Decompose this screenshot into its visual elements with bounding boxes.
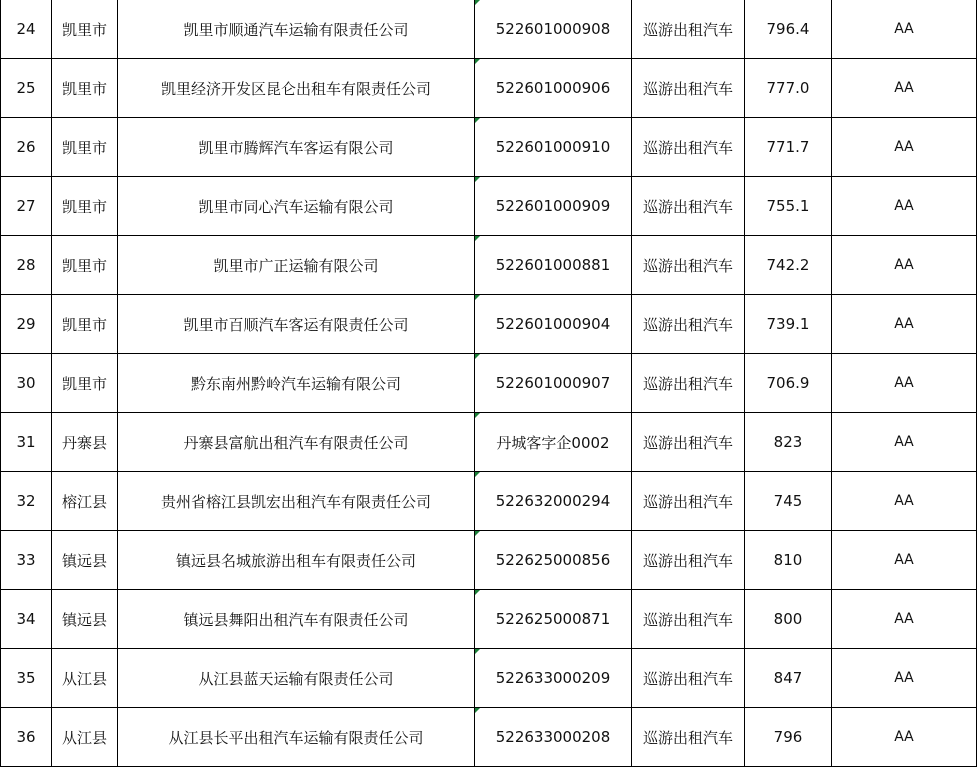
- score-cell: 755.1: [745, 177, 832, 236]
- region-cell: 从江县: [52, 649, 118, 708]
- table-row: [1, 354, 977, 413]
- region-cell: 凯里市: [52, 0, 118, 59]
- table-row: [1, 118, 977, 177]
- license-code-cell: 522601000910: [475, 118, 632, 177]
- score-cell: 777.0: [745, 59, 832, 118]
- license-code-cell: 522601000907: [475, 354, 632, 413]
- business-type-cell: 巡游出租汽车: [632, 472, 745, 531]
- license-code-cell: 522601000904: [475, 295, 632, 354]
- region-cell: 凯里市: [52, 177, 118, 236]
- table-row: [1, 590, 977, 649]
- row-number-cell: 25: [1, 59, 52, 118]
- license-code-cell: 522601000908: [475, 0, 632, 59]
- table-row: [1, 295, 977, 354]
- license-code-cell: 522625000871: [475, 590, 632, 649]
- grade-cell: AA: [832, 531, 977, 590]
- grade-cell: AA: [832, 354, 977, 413]
- table-row: [1, 531, 977, 590]
- company-name-cell: 丹寨县富航出租汽车有限责任公司: [118, 413, 475, 472]
- grade-cell: AA: [832, 590, 977, 649]
- table-row: [1, 59, 977, 118]
- company-name-cell: 从江县长平出租汽车运输有限责任公司: [118, 708, 475, 767]
- region-cell: 凯里市: [52, 354, 118, 413]
- row-number-cell: 35: [1, 649, 52, 708]
- score-cell: 847: [745, 649, 832, 708]
- table-row: [1, 177, 977, 236]
- score-cell: 742.2: [745, 236, 832, 295]
- score-cell: 771.7: [745, 118, 832, 177]
- business-type-cell: 巡游出租汽车: [632, 177, 745, 236]
- score-cell: 800: [745, 590, 832, 649]
- row-number-cell: 26: [1, 118, 52, 177]
- table-row: [1, 0, 977, 59]
- license-code-cell: 522633000209: [475, 649, 632, 708]
- license-code-cell: 522601000909: [475, 177, 632, 236]
- table-row: [1, 472, 977, 531]
- business-type-cell: 巡游出租汽车: [632, 0, 745, 59]
- region-cell: 凯里市: [52, 59, 118, 118]
- business-type-cell: 巡游出租汽车: [632, 118, 745, 177]
- grade-cell: AA: [832, 472, 977, 531]
- score-cell: 706.9: [745, 354, 832, 413]
- region-cell: 丹寨县: [52, 413, 118, 472]
- table-row: [1, 413, 977, 472]
- table-body: [1, 0, 977, 767]
- grade-cell: AA: [832, 295, 977, 354]
- business-type-cell: 巡游出租汽车: [632, 649, 745, 708]
- score-cell: 823: [745, 413, 832, 472]
- grade-cell: AA: [832, 708, 977, 767]
- business-type-cell: 巡游出租汽车: [632, 590, 745, 649]
- grade-cell: AA: [832, 59, 977, 118]
- region-cell: 凯里市: [52, 236, 118, 295]
- grade-cell: AA: [832, 413, 977, 472]
- region-cell: 榕江县: [52, 472, 118, 531]
- company-name-cell: 凯里市广正运输有限公司: [118, 236, 475, 295]
- row-number-cell: 34: [1, 590, 52, 649]
- region-cell: 凯里市: [52, 295, 118, 354]
- license-code-cell: 丹城客字企0002: [475, 413, 632, 472]
- company-name-cell: 镇远县名城旅游出租车有限责任公司: [118, 531, 475, 590]
- region-cell: 从江县: [52, 708, 118, 767]
- table-row: [1, 649, 977, 708]
- score-cell: 739.1: [745, 295, 832, 354]
- row-number-cell: 27: [1, 177, 52, 236]
- license-code-cell: 522625000856: [475, 531, 632, 590]
- company-name-cell: 凯里市腾辉汽车客运有限公司: [118, 118, 475, 177]
- license-code-cell: 522633000208: [475, 708, 632, 767]
- company-name-cell: 凯里市同心汽车运输有限公司: [118, 177, 475, 236]
- business-type-cell: 巡游出租汽车: [632, 708, 745, 767]
- company-name-cell: 贵州省榕江县凯宏出租汽车有限责任公司: [118, 472, 475, 531]
- company-name-cell: 凯里市顺通汽车运输有限责任公司: [118, 0, 475, 59]
- region-cell: 镇远县: [52, 531, 118, 590]
- score-cell: 796.4: [745, 0, 832, 59]
- row-number-cell: 36: [1, 708, 52, 767]
- company-name-cell: 凯里市百顺汽车客运有限责任公司: [118, 295, 475, 354]
- score-cell: 745: [745, 472, 832, 531]
- license-code-cell: 522601000881: [475, 236, 632, 295]
- region-cell: 镇远县: [52, 590, 118, 649]
- table-row: [1, 236, 977, 295]
- row-number-cell: 29: [1, 295, 52, 354]
- business-type-cell: 巡游出租汽车: [632, 59, 745, 118]
- row-number-cell: 32: [1, 472, 52, 531]
- license-code-cell: 522601000906: [475, 59, 632, 118]
- company-name-cell: 镇远县舞阳出租汽车有限责任公司: [118, 590, 475, 649]
- business-type-cell: 巡游出租汽车: [632, 354, 745, 413]
- company-name-cell: 黔东南州黔岭汽车运输有限公司: [118, 354, 475, 413]
- grade-cell: AA: [832, 0, 977, 59]
- table-row: [1, 708, 977, 767]
- grade-cell: AA: [832, 236, 977, 295]
- row-number-cell: 30: [1, 354, 52, 413]
- row-number-cell: 28: [1, 236, 52, 295]
- company-name-cell: 从江县蓝天运输有限责任公司: [118, 649, 475, 708]
- business-type-cell: 巡游出租汽车: [632, 413, 745, 472]
- business-type-cell: 巡游出租汽车: [632, 295, 745, 354]
- region-cell: 凯里市: [52, 118, 118, 177]
- score-cell: 796: [745, 708, 832, 767]
- row-number-cell: 24: [1, 0, 52, 59]
- business-type-cell: 巡游出租汽车: [632, 531, 745, 590]
- grade-cell: AA: [832, 177, 977, 236]
- license-code-cell: 522632000294: [475, 472, 632, 531]
- business-type-cell: 巡游出租汽车: [632, 236, 745, 295]
- grade-cell: AA: [832, 118, 977, 177]
- row-number-cell: 31: [1, 413, 52, 472]
- row-number-cell: 33: [1, 531, 52, 590]
- score-cell: 810: [745, 531, 832, 590]
- company-name-cell: 凯里经济开发区昆仑出租车有限责任公司: [118, 59, 475, 118]
- grade-cell: AA: [832, 649, 977, 708]
